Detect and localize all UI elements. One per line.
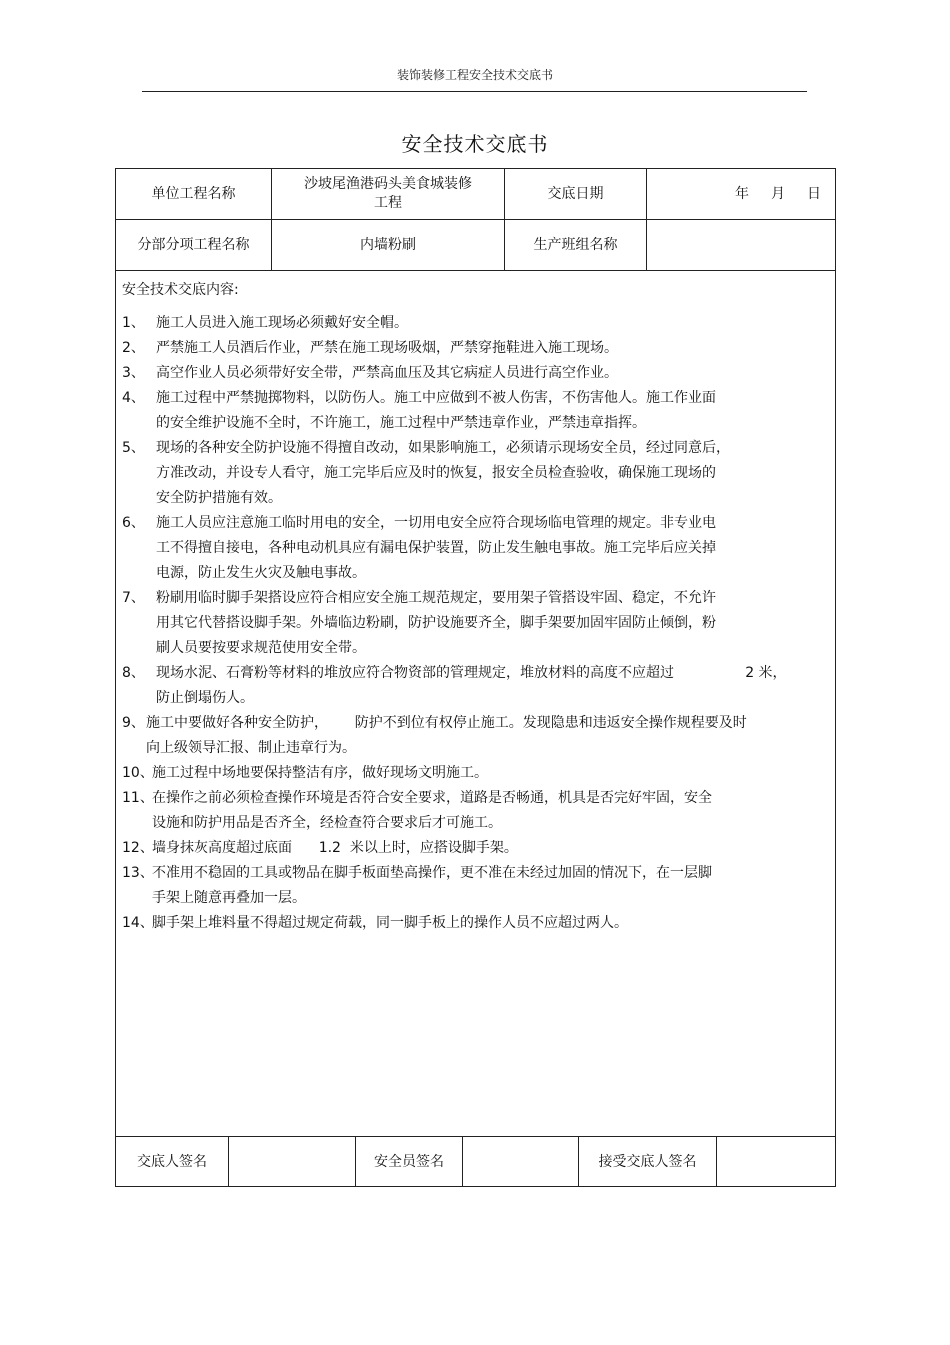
- list-item: 12、 墙身抹灰高度超过底面 1.2 米以上时，应搭设脚手架。: [122, 840, 518, 856]
- team-label: 生产班组名称: [505, 220, 647, 270]
- list-item: 7、 粉刷用临时脚手架搭设应符合相应安全施工规范规定，要用架子管搭设牢固、稳定，不允许 用其它代替搭设脚手架。外墙临边粉刷，防护设施要齐全，脚手架要加固牢固防止倾倒，粉 刷人员要按要求规范使用安全带。: [122, 590, 716, 656]
- receiver-signature-label: 接受交底人签名: [579, 1137, 717, 1187]
- sub-project-label: 分部分项工程名称: [116, 220, 272, 270]
- running-header: 装饰装修工程安全技术交底书: [396, 68, 553, 82]
- list-item: 2、 严禁施工人员酒后作业，严禁在施工现场吸烟，严禁穿拖鞋进入施工现场。: [122, 340, 618, 356]
- presenter-signature-field: [229, 1137, 356, 1187]
- date-label: 交底日期: [505, 169, 647, 219]
- safety-officer-signature-field: [463, 1137, 579, 1187]
- date-day: 日: [807, 185, 821, 202]
- signature-row: [116, 1137, 835, 1187]
- unit-project-value: 沙坡尾渔港码头美食城装修 工程: [272, 169, 505, 219]
- document-title: 安全技术交底书: [401, 132, 549, 156]
- presenter-signature-label: 交底人签名: [116, 1137, 229, 1187]
- list-item: 8、 现场水泥、石膏粉等材料的堆放应符合物资部的管理规定，堆放材料的高度不应超过 2 米， 防止倒塌伤人。: [122, 665, 787, 706]
- sub-project-value: 内墙粉刷: [272, 220, 505, 270]
- list-item: 14、 脚手架上堆料量不得超过规定荷载，同一脚手板上的操作人员不应超过两人。: [122, 915, 628, 931]
- date-month: 月: [771, 185, 785, 202]
- list-item: 5、 现场的各种安全防护设施不得擅自改动，如果影响施工，必须请示现场安全员，经过同意后， 方准改动，并设专人看守，施工完毕后应及时的恢复，报安全员检查验收，确保施工现场的 安全防护措施有效。: [122, 440, 730, 506]
- info-row-1: [116, 169, 835, 220]
- receiver-signature-field: [717, 1137, 835, 1187]
- date-year: 年: [735, 185, 749, 202]
- briefing-content: [116, 271, 835, 1137]
- list-item: 9、 施工中要做好各种安全防护， 防护不到位有权停止施工。发现隐患和违返安全操作规程要及时 向上级领导汇报、制止违章行为。: [122, 715, 747, 756]
- safety-briefing-form: [115, 168, 836, 1187]
- date-value: [647, 169, 835, 219]
- list-item: 10、 施工过程中场地要保持整洁有序，做好现场文明施工。: [122, 765, 488, 781]
- info-row-2: [116, 220, 835, 271]
- list-item: 3、 高空作业人员必须带好安全带，严禁高血压及其它病症人员进行高空作业。: [122, 365, 618, 381]
- unit-project-label: 单位工程名称: [116, 169, 272, 219]
- list-item: 1、 施工人员进入施工现场必须戴好安全帽。: [122, 315, 408, 331]
- content-heading: 安全技术交底内容:: [122, 282, 239, 298]
- header-rule: [142, 91, 807, 92]
- safety-officer-signature-label: 安全员签名: [356, 1137, 463, 1187]
- team-value: [647, 220, 835, 270]
- briefing-items: [122, 311, 822, 936]
- list-item: 4、 施工过程中严禁抛掷物料，以防伤人。施工中应做到不被人伤害，不伤害他人。施工作业面 的安全维护设施不全时，不许施工，施工过程中严禁违章作业，严禁违章指挥。: [122, 390, 716, 431]
- list-item: 6、 施工人员应注意施工临时用电的安全，一切用电安全应符合现场临电管理的规定。非专业电 工不得擅自接电，各种电动机具应有漏电保护装置，防止发生触电事故。施工完毕后应关掉 电源，防止发生火灾及触电事故。: [122, 515, 716, 581]
- list-item: 13、 不准用不稳固的工具或物品在脚手板面垫高操作，更不准在未经过加固的情况下，在一层脚 手架上随意再叠加一层。: [122, 865, 712, 906]
- list-item: 11、 在操作之前必须检查操作环境是否符合安全要求，道路是否畅通，机具是否完好牢固，安全 设施和防护用品是否齐全，经检查符合要求后才可施工。: [122, 790, 712, 831]
